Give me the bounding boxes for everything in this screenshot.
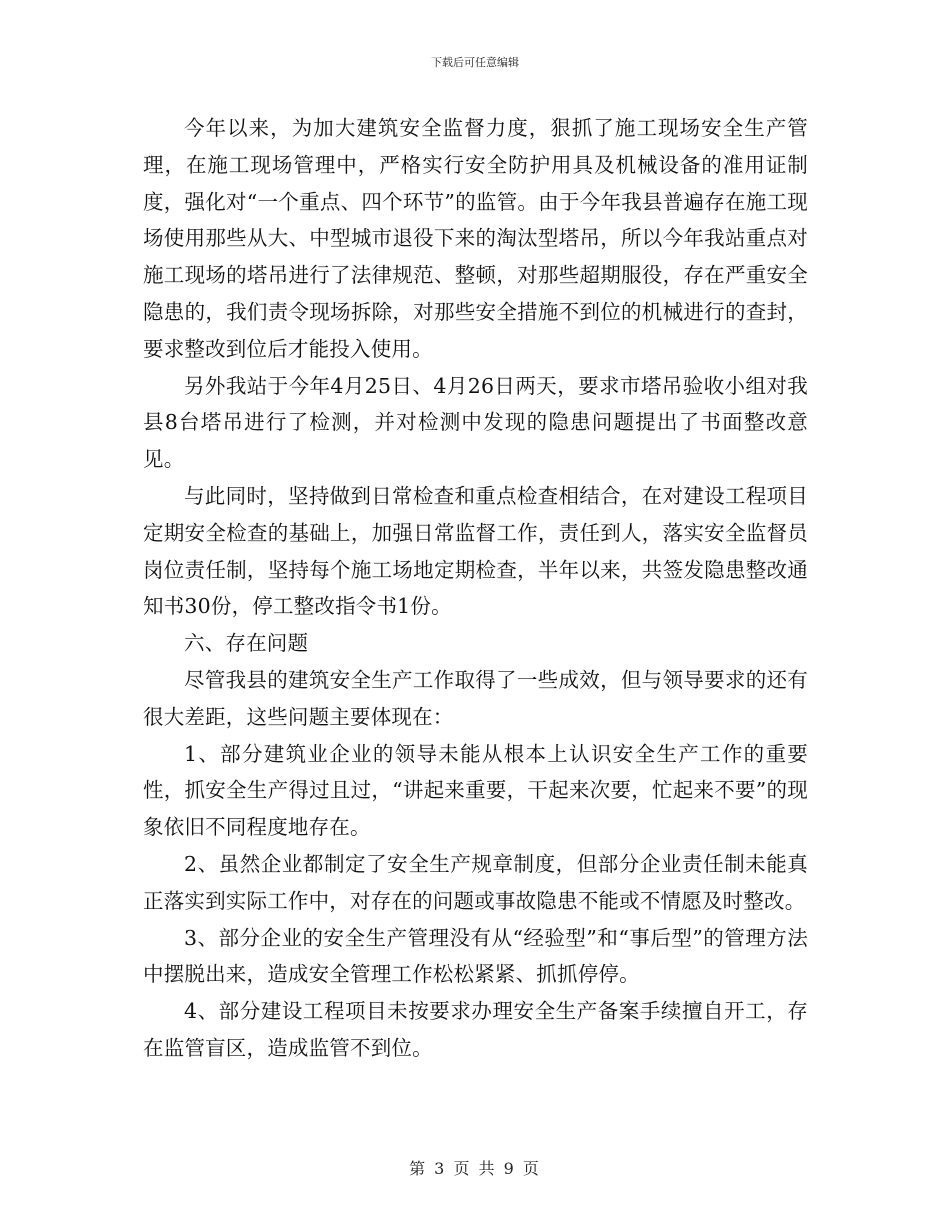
section-heading-problems: 六、存在问题 <box>184 631 309 656</box>
problem-item-3: 3、部分企业的安全生产管理没有从“经验型”和“事后型”的管理方法中摆脱出来，造成安全管理工作松松紧紧、抓抓停停。 <box>143 925 808 987</box>
paragraph-daily-inspection: 与此同时，坚持做到日常检查和重点检查相结合，在对建设工程项目定期安全检查的基础上，加强日常监督工作，责任到人，落实安全监督员岗位责任制，坚持每个施工场地定期检查，半年以来，共签发隐患整改通知书30份，停工整改指令书1份。 <box>143 483 808 619</box>
problem-item-1: 1、部分建筑业企业的领导未能从根本上认识安全生产工作的重要性，抓安全生产得过且过，“讲起来重要，干起来次要，忙起来不要”的现象依旧不同程度地存在。 <box>143 741 808 840</box>
problem-item-4: 4、部分建设工程项目未按要求办理安全生产备案手续擅自开工，存在监管盲区，造成监管不到位。 <box>143 999 808 1060</box>
paragraph-crane-inspection: 今年以来，为加大建筑安全监督力度，狠抓了施工现场安全生产管理，在施工现场管理中，严格实行安全防护用具及机械设备的准用证制度，强化对“一个重点、四个环节”的监管。由于今年我县普遍存在施工现场使用那些从大、中型城市退役下来的淘汰型塔吊，所以今年我站重点对施工现场的塔吊进行了法律规范、整顿，对那些超期服役，存在严重安全隐患的，我们责令现场拆除，对那些安全措施不到位的机械进行的查封，要求整改到位后才能投入使用。 <box>143 116 808 361</box>
problem-item-2: 2、虽然企业都制定了安全生产规章制度，但部分企业责任制未能真正落实到实际工作中，对存在的问题或事故隐患不能或不情愿及时整改。 <box>143 851 808 913</box>
document-body <box>143 110 808 1067</box>
paragraph-problems-intro: 尽管我县的建筑安全生产工作取得了一些成效，但与领导要求的还有很大差距，这些问题主要体现在： <box>143 667 808 729</box>
page-header-note: 下载后可任意编辑 <box>431 56 519 69</box>
page-number: 第 3 页 共 9 页 <box>409 1159 541 1178</box>
paragraph-crane-testing: 另外我站于今年4月25日、4月26日两天，要求市塔吊验收小组对我县8台塔吊进行了检测，并对检测中发现的隐患问题提出了书面整改意见。 <box>143 373 808 472</box>
